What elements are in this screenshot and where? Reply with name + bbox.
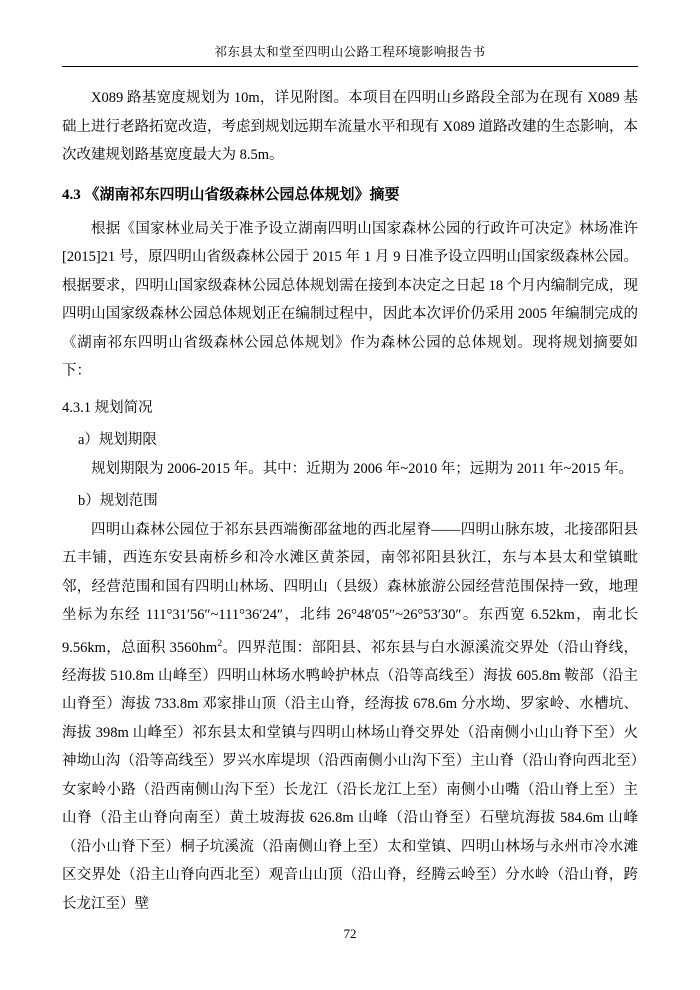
scope-text-part-2: 。四界范围：部阳县、祁东县与白水源溪流交界处（沿山脊线，经海拔 510.8m 山峰至）四明山林场水鸭岭护林点（沿等高线至）海拔 605.8m 鞍部（沿主山脊至）海拔 733.8m 邓家排山顶（沿主山脊，经海拔 678.6m 分水坳、罗家岭、水槽坑、海拔 398m 山峰至）祁东县太和堂镇与四明山林场山脊交界处（沿南侧小山山脊下至）火神坳山沟（沿等高线至）罗兴水库堤坝（沿西南侧小山沟下至）主山脊（沿山脊向西北至）女家岭小路（沿西南侧山沟下至）长龙江（沿长龙江上至）南侧小山嘴（沿山脊上至）主山脊（沿主山脊向南至）黄土坡海拔 626.8m 山峰（沿山脊至）石壁坑海拔 584.6m 山峰（沿小山脊下至）桐子坑溪流（沿南侧山脊上至）太和堂镇、四明山林场与永州市冷水滩区交界处（沿主山脊向西北至）观音山山顶（沿山脊，经腾云岭至）分水岭（沿山脊，跨长龙江至）壁 [62,639,639,912]
paragraph-planning-period: 规划期限为 2006-2015 年。其中：近期为 2006 年~2010 年；远期为 2011 年~2015 年。 [91,460,633,477]
paragraph-planning-scope [62,516,638,919]
list-item-b: b）规划范围 [78,493,158,509]
section-heading-4-3-1: 4.3.1 规划简况 [62,399,153,416]
page-header: 祁东县太和堂至四明山公路工程环境影响报告书 [214,45,486,59]
page-content [62,84,638,918]
header-divider [62,66,638,67]
area-unit-superscript: 2 [217,637,223,649]
page-number: 72 [343,926,357,941]
section-heading-4-3: 4.3 《湖南祁东四明山省级森林公园总体规划》摘要 [62,186,400,203]
scope-text-part-1: 四明山森林公园位于祁东县西端衡邵盆地的西北屋脊——四明山脉东坡，北接邵阳县五丰铺，西连东安县南桥乡和冷水滩区黄茶园，南邻祁阳县狄江，东与本县太和堂镇毗邻，经营范围和国有四明山林场、四明山（县级）森林旅游公园经营范围保持一致，地理坐标为东经 111°31′56″~111°36′24″，北纬 26°48′05″~26°53′30″。东西宽 6.52km，南北长 9.56km，总面积 3560hm [62,521,638,656]
list-item-a: a）规划期限 [78,432,157,448]
paragraph-x089: X089 路基宽度规划为 10m，详见附图。本项目在四明山乡路段全部为在现有 X089 基础上进行老路拓宽改造，考虑到规划远期车流量水平和现有 X089 道路改建的生态影响，本次改建规划路基宽度最大为 8.5m。 [62,90,638,163]
paragraph-forest-park-plan: 根据《国家林业局关于准予设立湖南四明山国家森林公园的行政许可决定》林场准许[2015]21 号，原四明山省级森林公园于 2015 年 1 月 9 日准予设立四明山国家级森林公园。根据要求，四明山国家级森林公园总体规划需在接到本决定之日起 18 个月内编制完成，现四明山国家级森林公园总体规划正在编制过程中，因此本次评价仍采用 2005 年编制完成的《湖南祁东四明山省级森林公园总体规划》作为森林公园的总体规划。现将规划摘要如下： [62,220,638,379]
